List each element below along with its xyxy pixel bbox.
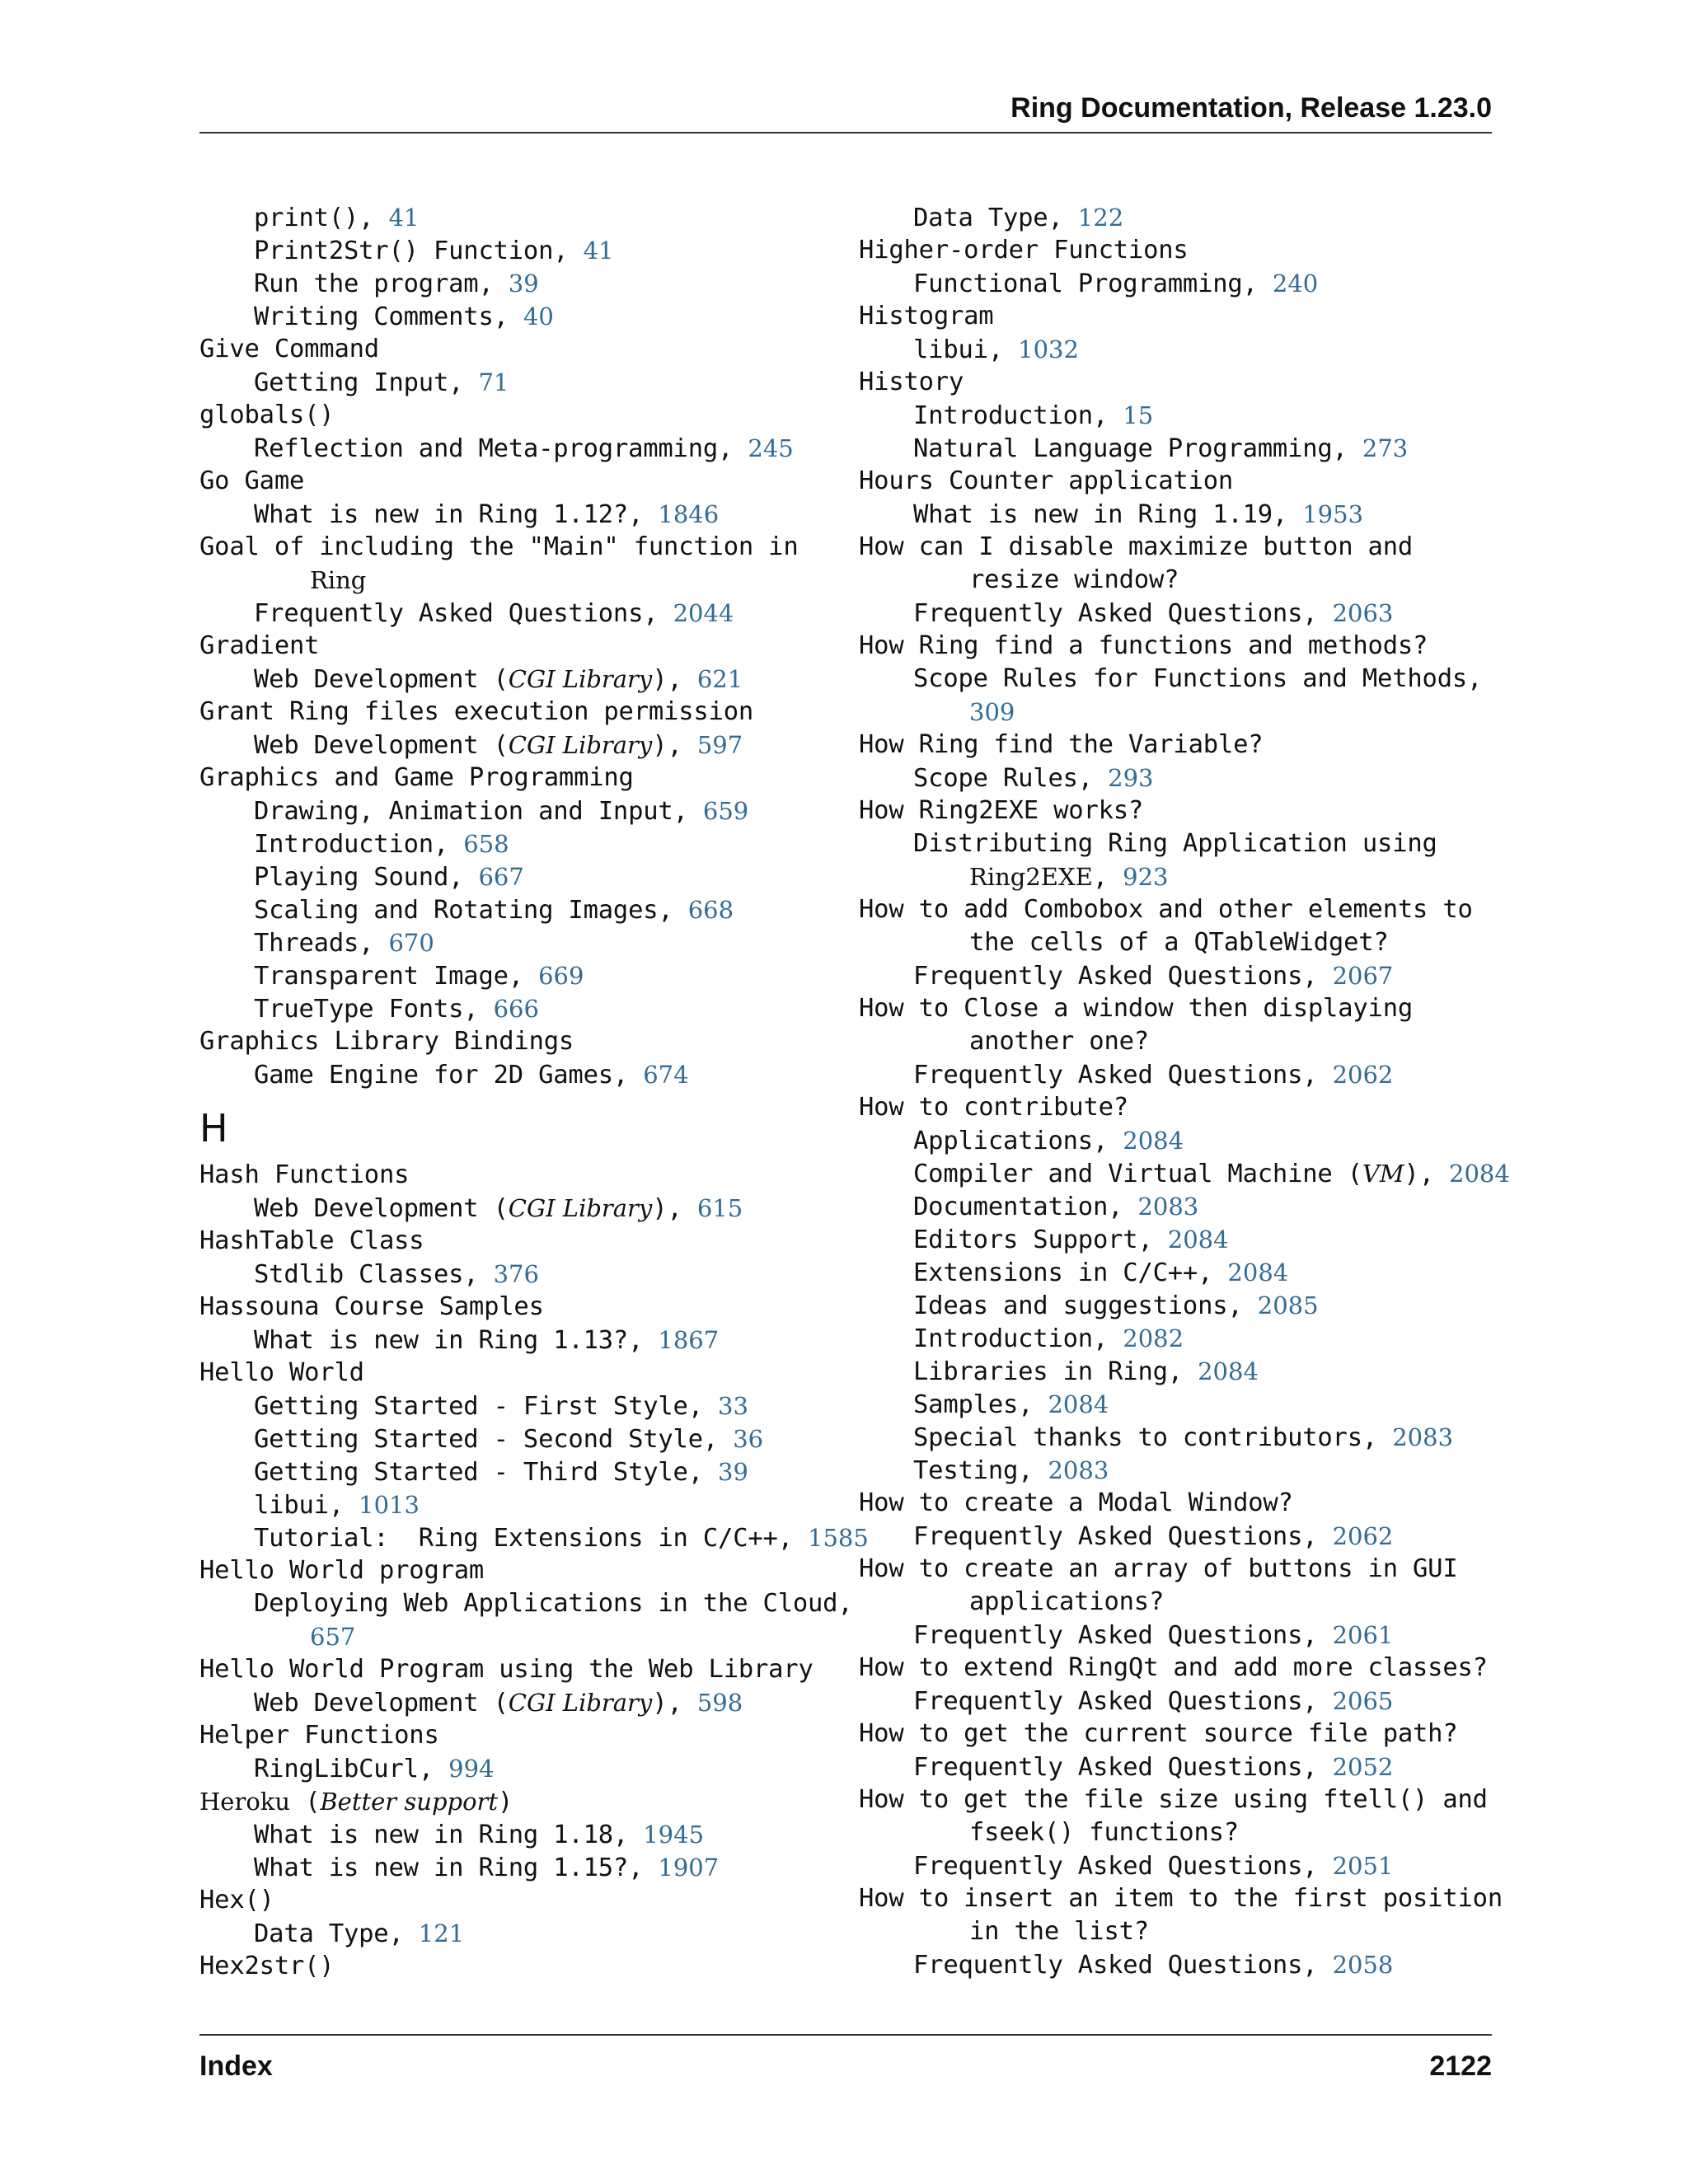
entry-text: fseek() functions? [969,1818,1239,1847]
entry-text: Web Development [254,731,479,760]
entry-text: Getting Started - Second Style [254,1425,703,1454]
entry-text: Reflection and Meta-programming [254,434,719,463]
page-link[interactable]: 2067 [1332,962,1394,990]
index-entry [859,1718,1510,1750]
index-subentry: Getting Input, 71 [254,368,509,397]
index-subentry: Frequently Asked Questions, 2067 [913,962,1394,991]
index-entry [859,531,1510,564]
index-subentry: Web Development (CGI Library), 598 [254,1689,743,1718]
page-link[interactable]: 293 [1108,764,1154,792]
entry-text: Ring [310,566,367,594]
index-entry [199,1225,842,1258]
entry-text: Functional Programming [913,269,1243,298]
index-subentry: Frequently Asked Questions, 2058 [913,1951,1394,1980]
index-entry [199,1719,842,1752]
entry-text: Heroku [199,1788,291,1816]
page-link[interactable]: 41 [388,204,420,232]
document-title: Ring Documentation, Release 1.23.0 [1010,92,1492,124]
entry-text: Scope Rules for Functions and Methods, [913,664,1483,693]
index-subentry: Scope Rules, 293 [913,764,1154,793]
index-subentry: Web Development (CGI Library), 615 [254,1194,743,1223]
entry-text: Applications [913,1127,1093,1155]
index-entry: Heroku (Better support) [199,1788,513,1816]
page-link[interactable]: 674 [643,1061,689,1089]
entry-text: applications? [969,1587,1165,1616]
entry-qualifier: Better support [320,1788,499,1816]
entry-text: globals() [199,401,335,429]
page-link[interactable]: 666 [493,995,539,1023]
index-subentry: Frequently Asked Questions, 2052 [913,1753,1394,1782]
entry-text: Ideas and suggestions [913,1291,1228,1320]
index-entry [859,992,1510,1025]
entry-text: RingLibCurl [254,1755,419,1783]
entry-text: Stdlib Classes [254,1260,464,1289]
index-entry [859,794,1510,827]
index-entry [199,399,842,432]
page-link[interactable]: 1846 [658,500,720,528]
entry-text: Scope Rules [913,764,1078,793]
index-entry-continuation [859,1586,1510,1619]
entry-text: Frequently Asked Questions [913,599,1303,628]
entry-text: Go Game [199,466,305,495]
entry-text: Histogram [859,302,994,330]
index-subentry: Natural Language Programming, 273 [913,434,1409,463]
entry-text: Frequently Asked Questions [913,1852,1303,1881]
page-link[interactable]: 670 [388,929,434,957]
index-subentry: Data Type, 122 [913,204,1124,232]
index-subentry: Frequently Asked Questions, 2061 [913,1621,1394,1650]
entry-text: Goal of including the "Main" function in [199,532,799,561]
index-subentry: Introduction, 658 [254,830,509,859]
page-link[interactable]: 2084 [1227,1258,1289,1286]
entry-text: Hello World program [199,1556,485,1585]
page-link[interactable]: 245 [748,434,794,462]
page-link[interactable]: 39 [718,1458,748,1486]
index-subentry: What is new in Ring 1.15?, 1907 [254,1854,720,1882]
index-subentry: RingLibCurl, 994 [254,1755,495,1783]
entry-text: Hello World Program using the Web Library [199,1655,814,1684]
index-subentry: Getting Started - First Style, 33 [254,1392,748,1421]
entry-text: Frequently Asked Questions [913,1753,1303,1782]
page-link[interactable]: 376 [493,1260,539,1288]
index-entry [859,1882,1510,1915]
index-entry [199,1159,842,1192]
entry-text: Web Development [254,1194,479,1223]
index-entry [199,1950,842,1983]
entry-text: Getting Started - First Style [254,1392,688,1421]
entry-text: Data Type [913,204,1048,232]
index-entry-continuation [199,1620,842,1653]
page-footer [199,2034,1492,2085]
index-subentry: Libraries in Ring, 2084 [913,1357,1259,1386]
page-link[interactable]: 659 [702,797,749,825]
entry-text: What is new in Ring 1.18 [254,1821,613,1849]
page-link[interactable]: 71 [478,368,509,396]
page-link[interactable]: 309 [969,698,1015,726]
entry-text: Hex() [199,1886,274,1915]
index-entry [859,1553,1510,1586]
page-link[interactable]: 2062 [1332,1522,1394,1550]
index-subentry: Introduction, 15 [913,401,1154,430]
entry-text: HashTable Class [199,1226,424,1255]
entry-text: Libraries in Ring [913,1357,1168,1386]
entry-text: Frequently Asked Questions [913,1621,1303,1650]
entry-text: in the list? [969,1917,1149,1946]
index-entry [859,300,1510,333]
entry-text: Frequently Asked Questions [913,962,1303,991]
index-subentry: Applications, 2084 [913,1127,1184,1155]
index-entry-continuation [199,564,842,597]
entry-text: What is new in Ring 1.19 [913,500,1273,529]
entry-text: Getting Started - Third Style [254,1458,688,1487]
entry-text: How to get the current source file path? [859,1719,1458,1748]
entry-qualifier: CGI Library [508,731,653,759]
index-entry [199,1357,842,1390]
index-subentry: Documentation, 2083 [913,1193,1199,1221]
index-subentry: Web Development (CGI Library), 597 [254,731,743,760]
entry-text: How to Close a window then displaying [859,994,1414,1023]
entry-text: the cells of a QTableWidget? [969,928,1389,957]
index-subentry: What is new in Ring 1.12?, 1846 [254,500,720,529]
index-subentry: Editors Support, 2084 [913,1226,1229,1254]
index-subentry: Special thanks to contributors, 2083 [913,1423,1454,1452]
page-link[interactable]: 658 [463,830,509,858]
entry-text: What is new in Ring 1.12? [254,500,629,529]
index-entry [859,630,1510,663]
index-section-letter: H [199,1106,228,1151]
entry-text: Drawing, Animation and Input [254,797,673,826]
page-link[interactable]: 2083 [1048,1456,1109,1484]
index-subentry: Scaling and Rotating Images, 668 [254,896,734,925]
index-subentry: libui, 1013 [254,1491,420,1520]
entry-text: Web Development [254,1689,479,1718]
index-subentry: Game Engine for 2D Games, 674 [254,1061,689,1090]
index-subentry [199,1587,853,1620]
entry-text: Give Command [199,335,379,363]
index-subentry: Compiler and Virtual Machine (VM), 2084 [913,1160,1510,1188]
entry-text: Data Type [254,1919,389,1948]
page-link[interactable]: 2084 [1048,1390,1109,1418]
page-link[interactable]: 273 [1362,434,1409,462]
entry-text: How to insert an item to the first position [859,1884,1503,1913]
page-link[interactable]: 2061 [1332,1621,1394,1649]
entry-text: How can I disable maximize button and [859,532,1414,561]
index-subentry: Ideas and suggestions, 2085 [913,1291,1319,1320]
entry-text: Frequently Asked Questions [254,599,644,628]
entry-text: Gradient [199,631,320,660]
entry-text: Run the program [254,269,479,298]
entry-text: How to extend RingQt and add more classes? [859,1653,1488,1682]
index-entry-continuation [859,1816,1510,1849]
index-subentry: Web Development (CGI Library), 621 [254,665,743,694]
entry-qualifier: CGI Library [508,1194,653,1222]
entry-text: How to get the file size using ftell() and [859,1785,1488,1814]
index-subentry: Samples, 2084 [913,1390,1109,1419]
page-link[interactable]: 923 [1123,863,1169,891]
entry-text: Extensions in C/C++ [913,1258,1198,1287]
index-entry [859,729,1510,762]
entry-text: How to create a Modal Window? [859,1488,1293,1517]
entry-text: resize window? [969,565,1179,594]
page-link[interactable]: 2051 [1332,1852,1394,1880]
entry-text: Introduction [913,1324,1093,1353]
entry-text: Threads [254,929,359,958]
index-column-left [199,201,869,1983]
entry-qualifier: CGI Library [508,665,653,693]
index-subentry: Testing, 2083 [913,1456,1109,1485]
index-entry-continuation [859,1025,1510,1058]
entry-text: How Ring2EXE works? [859,796,1144,825]
page-link[interactable]: 994 [448,1755,495,1783]
entry-text: Game Engine for 2D Games [254,1061,613,1090]
index-entry [199,1554,842,1587]
entry-qualifier: CGI Library [508,1689,653,1717]
page-link[interactable]: 2058 [1332,1951,1394,1979]
page-link[interactable]: 2084 [1167,1226,1229,1254]
page-link[interactable]: 122 [1077,204,1124,232]
page-link[interactable]: 1953 [1302,500,1364,528]
index-subentry: Threads, 670 [254,929,434,958]
page-link[interactable]: 2084 [1449,1160,1510,1188]
page-link[interactable]: 2083 [1137,1193,1199,1221]
entry-text: Graphics and Game Programming [199,763,634,792]
entry-text: Hex2str() [199,1952,335,1980]
entry-text: What is new in Ring 1.15? [254,1854,629,1882]
entry-text: How to create an array of buttons in GUI [859,1554,1458,1583]
page-link[interactable]: 2052 [1332,1753,1394,1781]
index-entry [859,366,1510,399]
index-subentry: Introduction, 2082 [913,1324,1184,1353]
index-entry [859,1091,1510,1124]
entry-text: Playing Sound [254,863,449,892]
page-link[interactable]: 667 [478,863,524,891]
page-link[interactable]: 240 [1272,269,1319,298]
index-subentry: Tutorial: Ring Extensions in C/C++, 1585 [254,1524,869,1553]
index-entry [859,893,1510,926]
page-link[interactable]: 1032 [1018,335,1079,363]
entry-text: Documentation [913,1193,1109,1221]
entry-text: Deploying Web Applications in the Cloud, [254,1589,853,1618]
entry-text: What is new in Ring 1.13? [254,1326,629,1355]
index-subentry: Functional Programming, 240 [913,269,1319,298]
index-subentry [859,827,1510,860]
index-subentry [859,663,1510,696]
page-link[interactable]: 2084 [1123,1127,1184,1155]
page-link[interactable]: 598 [696,1689,743,1717]
entry-text: Ring2EXE [969,863,1093,891]
entry-text: Introduction [913,401,1093,430]
page-link[interactable]: 1867 [658,1326,720,1354]
index-entry [199,630,842,663]
entry-text: Tutorial: Ring Extensions in C/C++ [254,1524,778,1553]
entry-text: Introduction [254,830,434,859]
page-link[interactable]: 36 [733,1425,764,1453]
footer-section-label: Index [199,2050,273,2082]
entry-text: Higher-order Functions [859,236,1189,265]
index-subentry: Reflection and Meta-programming, 245 [254,434,794,463]
entry-text: libui [913,335,988,364]
entry-text: Hours Counter application [859,466,1234,495]
index-entry [199,1653,842,1686]
entry-text: Hassouna Course Samples [199,1292,544,1321]
index-subentry: Frequently Asked Questions, 2044 [254,599,734,628]
page-link[interactable]: 2085 [1257,1291,1319,1319]
entry-text: Graphics Library Bindings [199,1027,574,1056]
index-entry [199,531,842,564]
index-subentry: Frequently Asked Questions, 2062 [913,1522,1394,1551]
page-link[interactable]: 40 [523,302,554,330]
index-entry [859,465,1510,498]
index-entry-continuation: Ring2EXE, 923 [969,863,1169,892]
page-link[interactable]: 1013 [359,1491,420,1519]
entry-text: Distributing Ring Application using [913,829,1437,858]
index-subentry: What is new in Ring 1.19, 1953 [913,500,1364,529]
page-link[interactable]: 39 [508,269,539,298]
index-subentry: Playing Sound, 667 [254,863,524,892]
index-subentry: Print2Str() Function, 41 [254,237,614,265]
entry-text: Getting Input [254,368,449,397]
page-link[interactable]: 33 [718,1392,748,1420]
index-subentry: Getting Started - Second Style, 36 [254,1425,764,1454]
page-link[interactable]: 2063 [1332,599,1394,627]
entry-text: Helper Functions [199,1721,439,1750]
entry-text: Testing [913,1456,1019,1485]
index-entry [199,333,842,366]
index-subentry: Run the program, 39 [254,269,539,298]
entry-text: History [859,368,964,396]
page-link[interactable]: 669 [538,962,584,990]
index-subentry: TrueType Fonts, 666 [254,995,539,1024]
page-link[interactable]: 2084 [1198,1357,1259,1385]
footer-page-number: 2122 [1429,2050,1492,2082]
page-link[interactable]: 621 [696,665,743,693]
index-column-right [859,201,1510,1981]
entry-text: libui [254,1491,329,1520]
page-link[interactable]: 657 [310,1623,356,1651]
entry-text: Print2Str() Function [254,237,554,265]
page-link[interactable]: 121 [418,1919,465,1947]
page-link[interactable]: 1945 [643,1821,705,1849]
page-link[interactable]: 2083 [1392,1423,1454,1451]
entry-text: Frequently Asked Questions [913,1951,1303,1980]
entry-text: How Ring find the Variable? [859,730,1264,759]
index-subentry: print(), 41 [254,204,420,232]
entry-text: TrueType Fonts [254,995,464,1024]
entry-text: Hash Functions [199,1160,410,1189]
index-subentry: What is new in Ring 1.13?, 1867 [254,1326,720,1355]
index-subentry: What is new in Ring 1.18, 1945 [254,1821,705,1849]
index-entry [199,465,842,498]
entry-text: Special thanks to contributors [913,1423,1362,1452]
index-subentry: Frequently Asked Questions, 2051 [913,1852,1394,1881]
entry-qualifier: VM [1362,1160,1404,1188]
index-subentry: Stdlib Classes, 376 [254,1260,539,1289]
page-link[interactable]: 15 [1123,401,1154,429]
page-link[interactable]: 2044 [673,599,734,627]
entry-text: Transparent Image [254,962,509,991]
entry-text: How to contribute? [859,1093,1128,1122]
index-entry [859,1487,1510,1520]
page-header [199,92,1492,134]
entry-text: Web Development [254,665,479,694]
entry-text: Samples [913,1390,1019,1419]
entry-text: another one? [969,1027,1149,1056]
entry-text: Frequently Asked Questions [913,1522,1303,1551]
index-subentry: libui, 1032 [913,335,1079,364]
page-link[interactable]: 41 [583,237,614,265]
page-link[interactable]: 2062 [1332,1061,1394,1089]
entry-text: Editors Support [913,1226,1138,1254]
entry-text: Hello World [199,1358,364,1387]
page-link[interactable]: 2082 [1123,1324,1184,1352]
index-subentry: Extensions in C/C++, 2084 [913,1258,1289,1287]
index-subentry: Frequently Asked Questions, 2062 [913,1061,1394,1090]
entry-text: Scaling and Rotating Images [254,896,659,925]
index-subentry: Data Type, 121 [254,1919,465,1948]
entry-text: Compiler and Virtual Machine [913,1160,1333,1188]
index-entry [199,1025,842,1058]
entry-text: Frequently Asked Questions [913,1687,1303,1716]
index-subentry: Transparent Image, 669 [254,962,584,991]
index-subentry: Writing Comments, 40 [254,302,554,331]
entry-text: Grant Ring files execution permission [199,697,754,726]
index-entry-continuation [859,926,1510,959]
index-entry [859,1652,1510,1685]
index-subentry: Getting Started - Third Style, 39 [254,1458,748,1487]
entry-text: Frequently Asked Questions [913,1061,1303,1090]
page-link[interactable]: 615 [696,1194,743,1222]
index-entry-continuation [859,1915,1510,1948]
index-entry [859,234,1510,267]
index-entry [859,1783,1510,1816]
page-link[interactable]: 2065 [1332,1687,1394,1715]
index-subentry: Frequently Asked Questions, 2063 [913,599,1394,628]
entry-text: Natural Language Programming [913,434,1333,463]
entry-text: Writing Comments [254,302,494,331]
page-link[interactable]: 1907 [658,1854,720,1882]
index-entry [199,1884,842,1917]
index-entry [199,696,842,729]
index-entry [199,1291,842,1324]
index-entry-continuation [859,696,1510,729]
entry-text: How to add Combobox and other elements to [859,895,1473,924]
entry-text: print() [254,204,359,232]
page-link[interactable]: 597 [696,731,743,759]
page-link[interactable]: 1585 [808,1524,869,1552]
index-subentry: Drawing, Animation and Input, 659 [254,797,749,826]
index-entry [199,762,842,794]
page-link[interactable]: 668 [687,896,734,924]
index-subentry: Frequently Asked Questions, 2065 [913,1687,1394,1716]
entry-text: How Ring find a functions and methods? [859,631,1428,660]
index-entry-continuation [859,564,1510,597]
